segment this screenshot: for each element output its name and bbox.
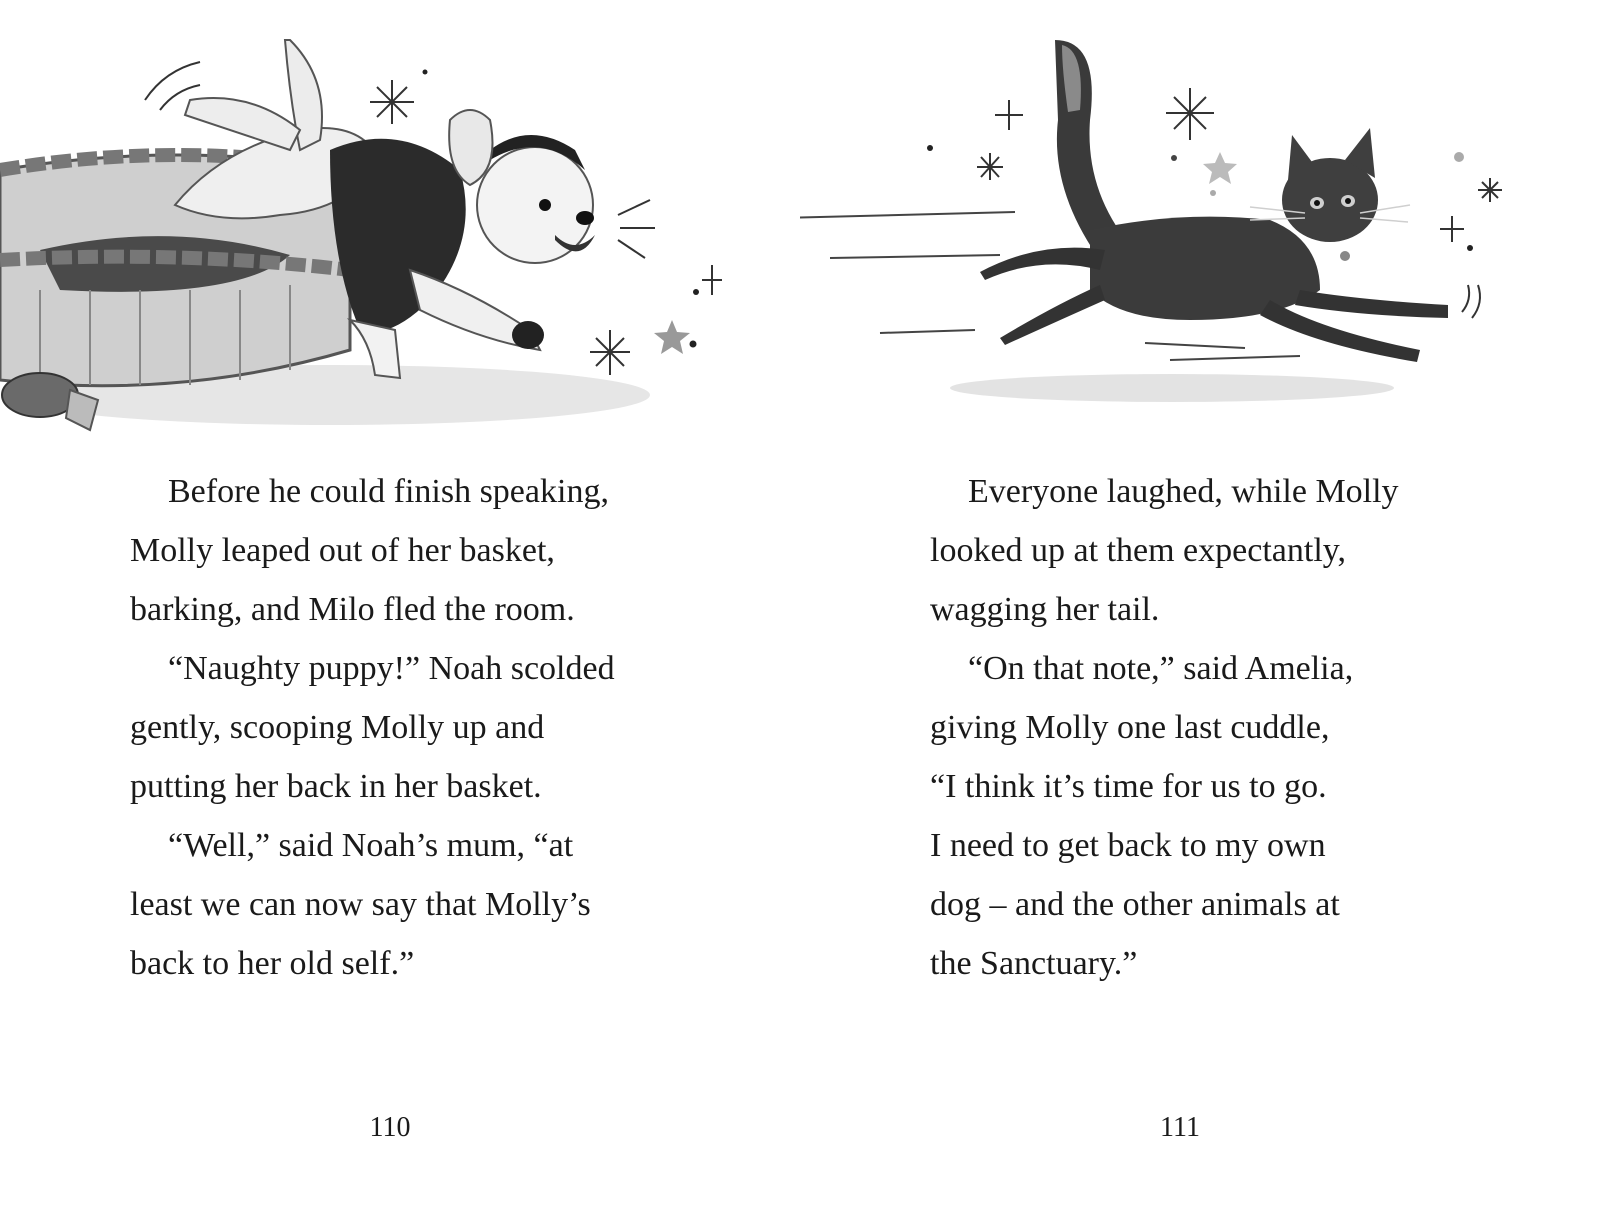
cat-icon — [980, 40, 1448, 362]
right-page — [800, 0, 1600, 1218]
text-line: barking, and Milo fled the room. — [130, 591, 575, 628]
text-line: giving Molly one last cuddle, — [930, 709, 1330, 746]
text-line: gently, scooping Molly up and — [130, 709, 545, 746]
text-line: back to her old self.” — [130, 945, 415, 982]
text-line: wagging her tail. — [930, 591, 1160, 628]
page-number: 110 — [369, 1112, 411, 1143]
page-number: 111 — [1160, 1112, 1200, 1143]
text-line: least we can now say that Molly’s — [130, 886, 591, 923]
text-line: “I think it’s time for us to go. — [930, 768, 1327, 805]
text-line: putting her back in her basket. — [130, 768, 542, 805]
text-line: “Well,” said Noah’s mum, “at — [168, 827, 574, 864]
text-line: “Naughty puppy!” Noah scolded — [168, 650, 615, 687]
text-line: looked up at them expectantly, — [930, 532, 1347, 569]
text-line: “On that note,” said Amelia, — [968, 650, 1354, 687]
cat-running-illustration — [800, 0, 1600, 460]
text-line: Molly leaped out of her basket, — [130, 532, 555, 569]
text-line: the Sanctuary.” — [930, 945, 1138, 982]
text-line: Before he could finish speaking, — [168, 473, 609, 510]
puppy-basket-illustration — [0, 0, 800, 460]
left-page-text — [130, 462, 690, 993]
text-line: Everyone laughed, while Molly — [968, 473, 1399, 510]
text-line: I need to get back to my own — [930, 827, 1326, 864]
text-line: dog – and the other animals at — [930, 886, 1340, 923]
right-page-text — [930, 462, 1510, 993]
